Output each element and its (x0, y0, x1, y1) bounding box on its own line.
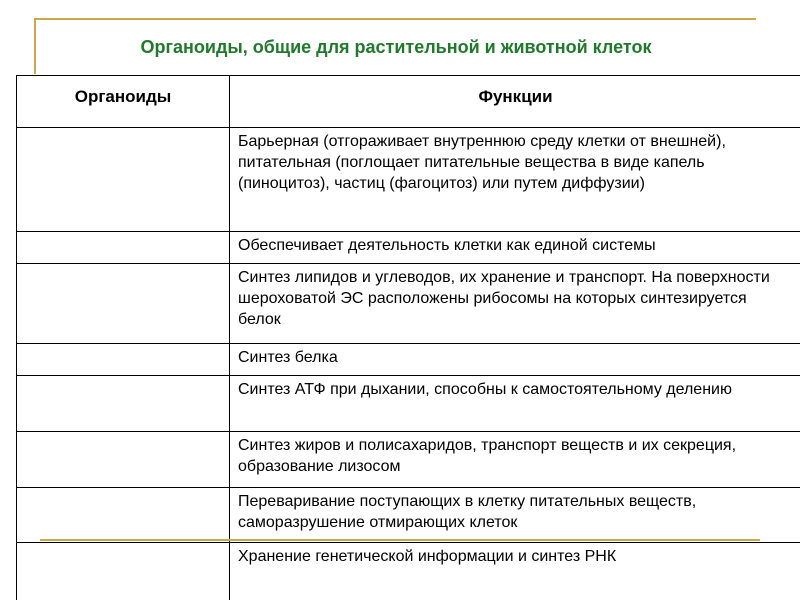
function-cell: Хранение генетической информации и синтез РНК (230, 543, 800, 600)
table-row (17, 232, 800, 264)
table-row (17, 488, 800, 543)
table-row (17, 432, 800, 488)
table-row (17, 344, 800, 376)
organoid-cell (17, 432, 230, 488)
table-row (17, 543, 800, 600)
function-cell: Обеспечивает деятельность клетки как единой системы (230, 232, 800, 264)
organoid-cell (17, 543, 230, 600)
function-cell: Синтез АТФ при дыхании, способны к самостоятельному делению (230, 376, 800, 432)
decorative-line-bottom (40, 539, 760, 541)
organoid-cell (17, 128, 230, 232)
function-cell: Синтез белка (230, 344, 800, 376)
page-title: Органоиды, общие для растительной и животной клеток (140, 37, 652, 57)
organoid-cell (17, 264, 230, 344)
function-cell: Синтез липидов и углеводов, их хранение и транспорт. На поверхности шероховатой ЭС расположены рибосомы на которых синтезируется белок (230, 264, 800, 344)
function-cell: Переваривание поступающих в клетку питательных веществ, саморазрушение отмирающих клеток (230, 488, 800, 543)
table-row (17, 128, 800, 232)
column-header-organoids: Органоиды (17, 76, 230, 128)
decorative-line-top (36, 18, 756, 20)
table-row (17, 264, 800, 344)
column-header-functions: Функции (230, 76, 800, 128)
organoids-table (16, 75, 800, 600)
organoid-cell (17, 232, 230, 264)
table-row (17, 376, 800, 432)
organoid-cell (17, 344, 230, 376)
organoid-cell (17, 376, 230, 432)
function-cell: Барьерная (отгораживает внутреннюю среду клетки от внешней), питательная (поглощает питательные вещества в виде капель (пиноцитоз), частиц (фагоцитоз) или путем диффузии) (230, 128, 800, 232)
organoid-cell (17, 488, 230, 543)
function-cell: Синтез жиров и полисахаридов, транспорт веществ и их секреция, образование лизосом (230, 432, 800, 488)
table-header-row (17, 76, 800, 128)
